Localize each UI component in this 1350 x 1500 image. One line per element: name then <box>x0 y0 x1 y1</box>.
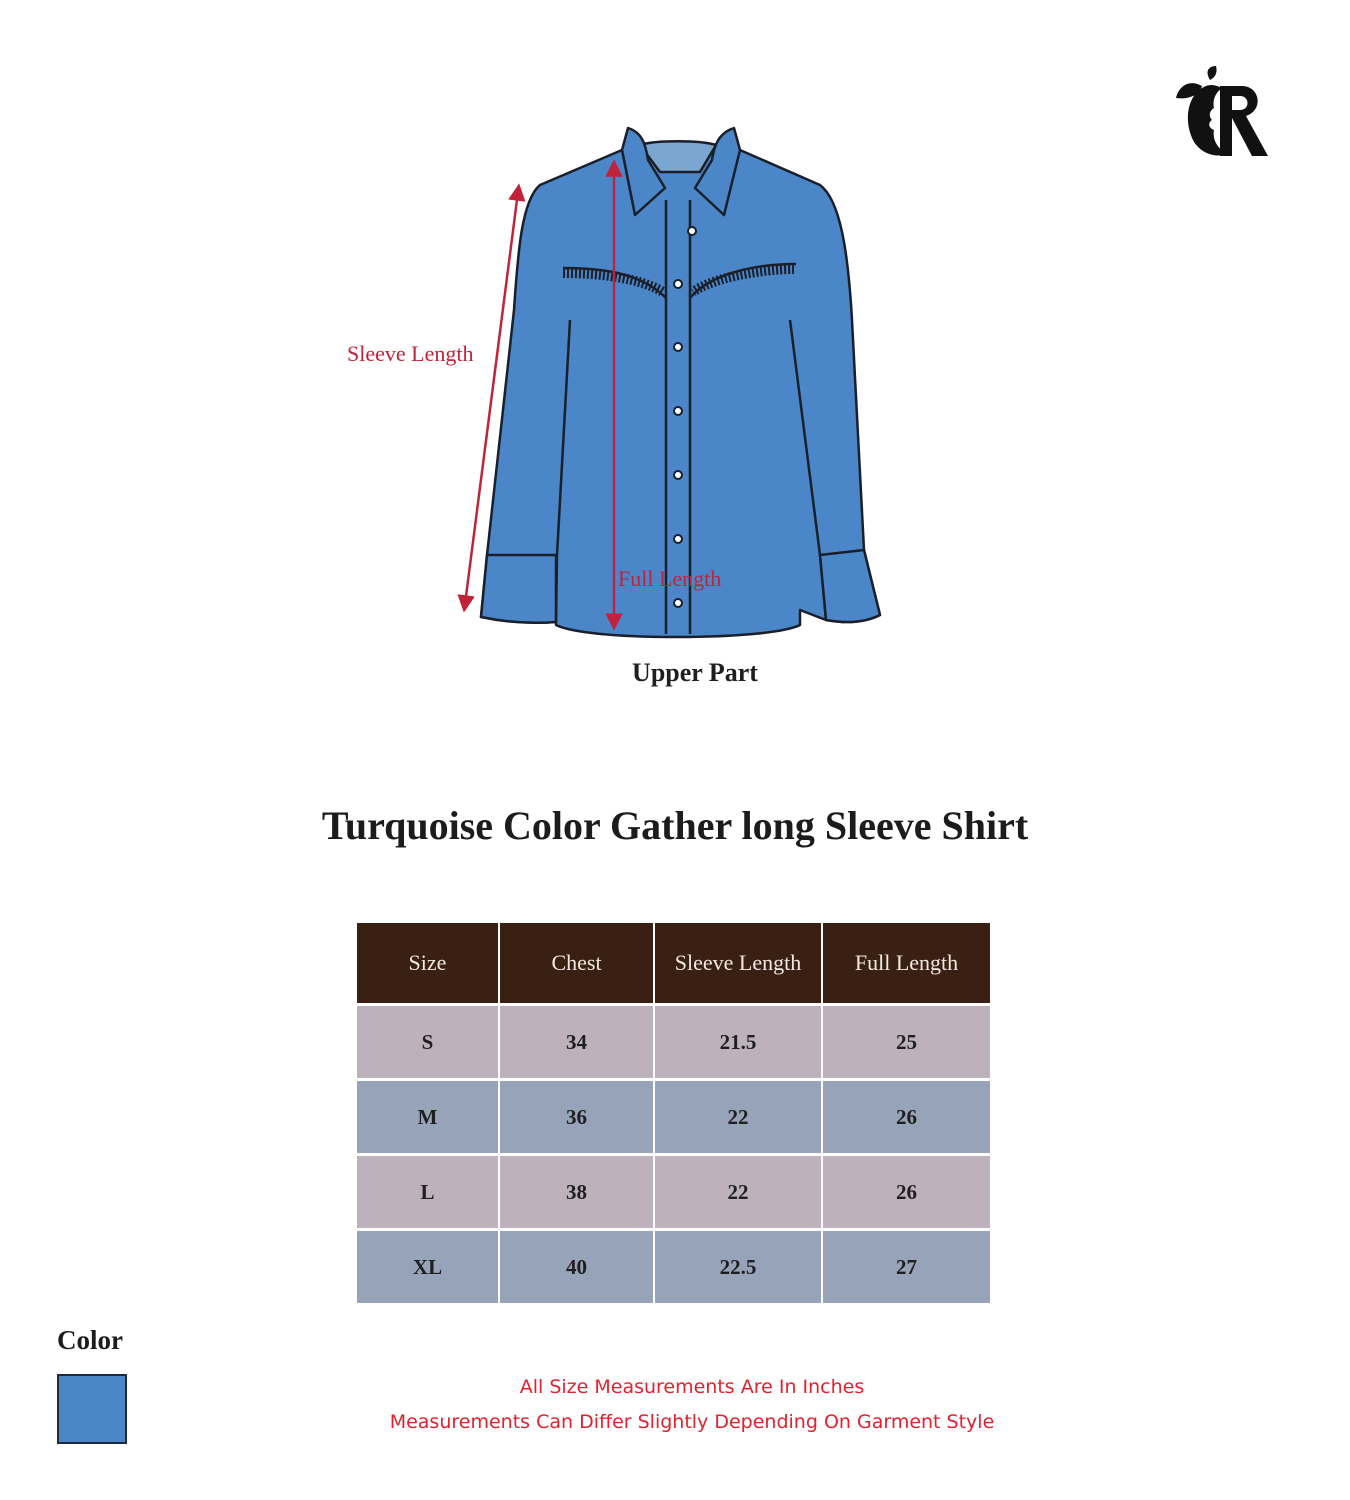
button <box>674 407 682 415</box>
table-cell: 21.5 <box>655 1003 823 1078</box>
color-heading: Color <box>57 1325 123 1355</box>
table-cell: 26 <box>823 1078 990 1153</box>
note-line: All Size Measurements Are In Inches <box>519 1376 865 1398</box>
full-length-label: Full Length <box>618 566 722 591</box>
table-row <box>357 1228 990 1303</box>
button <box>674 280 682 288</box>
table-cell: M <box>357 1078 500 1153</box>
table-row <box>357 1153 990 1228</box>
letter-r-icon <box>1220 86 1268 156</box>
column-header: Full Length <box>823 923 990 1003</box>
table-cell: 34 <box>500 1003 655 1078</box>
table-row <box>357 1003 990 1078</box>
table-cell: 26 <box>823 1153 990 1228</box>
button <box>688 227 696 235</box>
table-header-row <box>357 923 990 1003</box>
diagram-caption: Upper Part <box>632 658 758 687</box>
table-cell: L <box>357 1153 500 1228</box>
table-cell: 22.5 <box>655 1228 823 1303</box>
column-header: Size <box>357 923 500 1003</box>
column-header: Sleeve Length <box>655 923 823 1003</box>
product-title: Turquoise Color Gather long Sleeve Shirt <box>321 803 1029 848</box>
button <box>674 471 682 479</box>
table-cell: 22 <box>655 1153 823 1228</box>
table-cell: 36 <box>500 1078 655 1153</box>
table-cell: 22 <box>655 1078 823 1153</box>
button <box>674 599 682 607</box>
button <box>674 343 682 351</box>
shirt-illustration <box>481 128 880 637</box>
brand-logo <box>1172 64 1272 164</box>
table-cell: 38 <box>500 1153 655 1228</box>
measurement-notes <box>0 1370 1350 1440</box>
table-cell: S <box>357 1003 500 1078</box>
size-chart-table <box>357 923 990 1303</box>
button <box>674 535 682 543</box>
cuff-left <box>481 555 556 623</box>
table-cell: 27 <box>823 1228 990 1303</box>
table-cell: XL <box>357 1228 500 1303</box>
leaf-icon <box>1208 66 1217 80</box>
note-line: Measurements Can Differ Slightly Depending On Garment Style <box>389 1411 995 1433</box>
table-row <box>357 1078 990 1153</box>
table-cell: 40 <box>500 1228 655 1303</box>
sleeve-length-label: Sleeve Length <box>347 341 474 366</box>
table-cell: 25 <box>823 1003 990 1078</box>
column-header: Chest <box>500 923 655 1003</box>
cuff-right <box>820 550 880 622</box>
